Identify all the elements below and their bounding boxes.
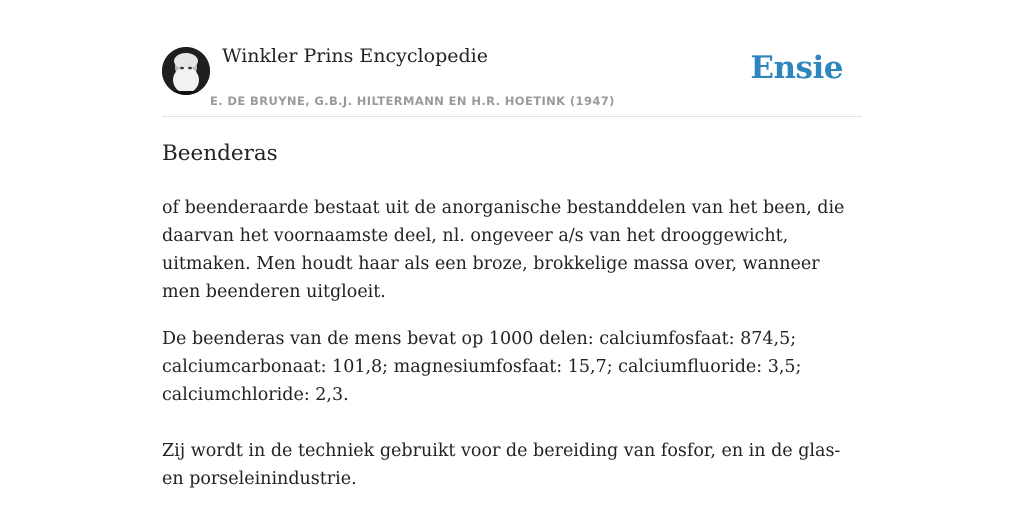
portrait-graphic	[162, 47, 210, 95]
author-portrait-icon[interactable]	[162, 47, 210, 95]
article-title: Beenderas	[162, 141, 278, 166]
source-title[interactable]: Winkler Prins Encyclopedie	[222, 45, 488, 67]
article-paragraph: of beenderaarde bestaat uit de anorganische bestanddelen van het been, die daarvan het voornaamste deel, nl. ongeveer a/s van het drooggewicht, uitmaken. Men houdt haar als een broze, brokkelige massa over, wanneer men beenderen uitgloeit.	[162, 198, 845, 302]
article	[162, 138, 862, 493]
article-paragraph: De beenderas van de mens bevat op 1000 delen: calciumfosfaat: 874,5; calciumcarbonaat: 101,8; magnesiumfosfaat: 15,7; calciumfluoride: 3,5; calciumchloride: 2,3.	[162, 329, 802, 405]
article-paragraph: Zij wordt in de techniek gebruikt voor de bereiding van fosfor, en in de glas- en porseleinindustrie.	[162, 441, 841, 489]
ensie-logo[interactable]: Ensie	[750, 50, 843, 86]
source-authors: E. DE BRUYNE, G.B.J. HILTERMANN EN H.R. HOETINK (1947)	[210, 94, 615, 108]
source-header	[162, 0, 862, 117]
